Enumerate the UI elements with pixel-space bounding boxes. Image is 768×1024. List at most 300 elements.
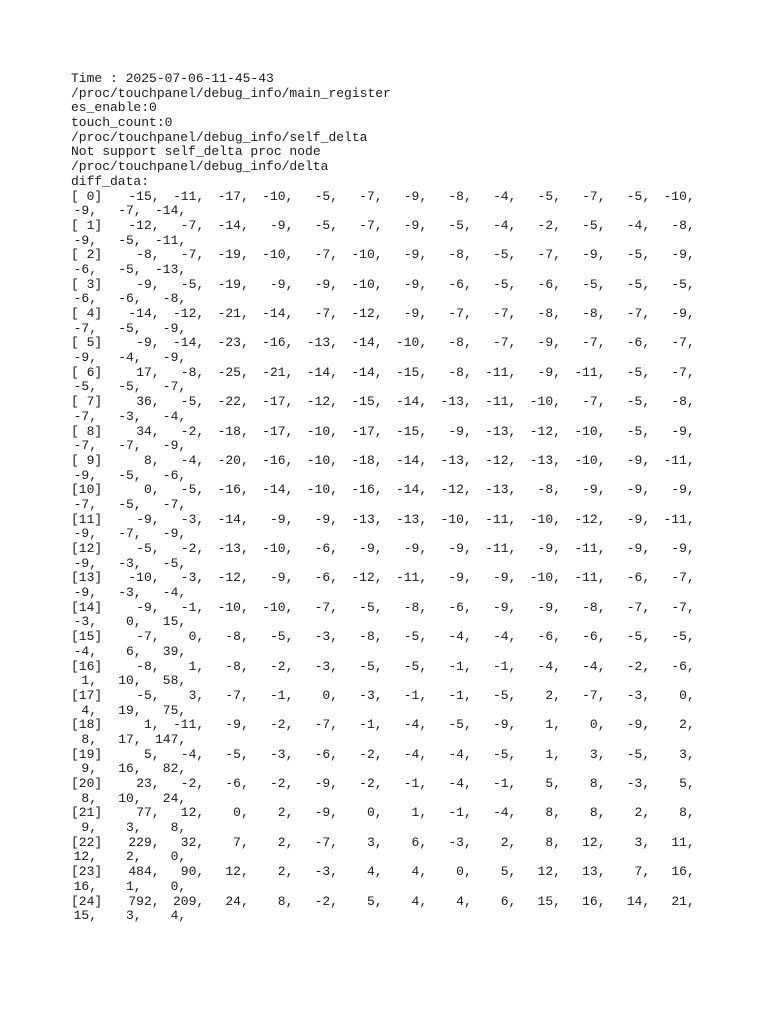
diff-row-continuation xyxy=(71,850,711,865)
diff-value: 12, xyxy=(180,805,205,821)
diff-value: 12, xyxy=(73,849,97,865)
diff-value: -9, xyxy=(492,599,517,615)
diff-value: 4, xyxy=(366,864,383,880)
diff-value: 8, xyxy=(545,805,561,821)
diff-value: -10, xyxy=(351,247,383,263)
diff-value: -2, xyxy=(180,541,205,556)
diff-value: -4, xyxy=(492,629,517,645)
diff-row-continuation xyxy=(71,263,711,278)
diff-value: -15, xyxy=(395,423,428,439)
diff-value: -3, xyxy=(73,614,97,630)
diff-value: -8, xyxy=(136,247,160,263)
diff-row-continuation xyxy=(71,586,711,601)
diff-row-line xyxy=(71,895,711,910)
diff-value: -9, xyxy=(314,276,338,292)
diff-value: -8, xyxy=(582,306,606,321)
diff-row-line xyxy=(71,425,711,440)
diff-value: -4, xyxy=(626,217,651,233)
diff-value: -8, xyxy=(671,394,695,410)
diff-value: 3, xyxy=(125,908,142,924)
row-index-label: [19] xyxy=(71,746,103,762)
diff-value: -11, xyxy=(574,570,606,586)
diff-value: -7, xyxy=(118,526,142,542)
diff-value: -13, xyxy=(529,452,561,468)
diff-value: -9, xyxy=(671,482,695,498)
diff-value: -11, xyxy=(172,717,205,733)
diff-row xyxy=(71,630,711,659)
diff-value: 24, xyxy=(162,790,187,806)
row-index-label: [20] xyxy=(71,776,103,791)
diff-row-continuation xyxy=(71,380,711,395)
diff-row xyxy=(71,248,711,277)
diff-value: -14, xyxy=(351,364,383,380)
diff-value: -4, xyxy=(180,452,205,468)
diff-row-line xyxy=(71,806,711,821)
diff-row xyxy=(71,366,711,395)
diff-value: -11, xyxy=(485,511,517,527)
diff-row-line xyxy=(71,865,711,880)
diff-value: -7, xyxy=(118,203,142,219)
diff-value: -13, xyxy=(351,511,383,527)
diff-value: -6, xyxy=(671,658,695,674)
diff-value: 5, xyxy=(366,893,383,909)
diff-row-continuation xyxy=(71,880,711,895)
diff-value: -4, xyxy=(492,805,517,821)
diff-value: -3, xyxy=(314,864,338,880)
diff-value: -6, xyxy=(448,276,472,292)
row-index-label: [16] xyxy=(71,658,103,674)
diff-value: -5, xyxy=(403,629,428,645)
diff-value: -12, xyxy=(529,423,561,439)
diff-value: 2, xyxy=(500,834,517,850)
diff-value: -4, xyxy=(448,629,472,645)
row-index-label: [12] xyxy=(71,541,103,556)
diff-value: -8, xyxy=(582,599,606,615)
row-index-label: [ 8] xyxy=(71,423,103,439)
diff-value: -10, xyxy=(574,423,606,439)
diff-value: 39, xyxy=(162,643,187,659)
diff-value: -7, xyxy=(314,247,338,263)
diff-value: -3, xyxy=(118,585,142,601)
diff-value: -9, xyxy=(359,541,383,556)
self-delta-unsupported-message: Not support self_delta proc node xyxy=(71,144,321,160)
diff-value: -8, xyxy=(162,291,187,307)
diff-value: -1, xyxy=(492,776,517,791)
diff-value: -8, xyxy=(136,658,160,674)
diff-value: -14, xyxy=(217,217,249,233)
diff-value: -10, xyxy=(262,599,294,615)
diff-value: 77, xyxy=(136,805,160,821)
diff-value: -11, xyxy=(172,188,205,204)
diff-value: -6, xyxy=(162,467,187,483)
diff-value: -13, xyxy=(154,261,187,277)
diff-row xyxy=(71,865,711,894)
debug-log-document xyxy=(71,72,711,924)
diff-value: 8, xyxy=(81,731,97,747)
diff-value: -4, xyxy=(537,658,561,674)
diff-value: -7, xyxy=(73,408,97,424)
row-index-label: [ 3] xyxy=(71,276,103,292)
diff-value: -4, xyxy=(162,408,187,424)
diff-row-continuation xyxy=(71,733,711,748)
diff-value: -7, xyxy=(448,306,472,321)
diff-value: 5, xyxy=(500,864,517,880)
diff-value: -15, xyxy=(128,188,160,204)
diff-value: -2, xyxy=(269,717,294,733)
diff-value: 24, xyxy=(225,893,249,909)
diff-value: 15, xyxy=(162,614,187,630)
diff-row xyxy=(71,601,711,630)
diff-value: -7, xyxy=(225,687,249,703)
diff-value: -7, xyxy=(671,364,695,380)
row-index-label: [11] xyxy=(71,511,103,527)
diff-value: -12, xyxy=(351,570,383,586)
diff-row-line xyxy=(71,219,711,234)
diff-value: 1, xyxy=(143,717,160,733)
diff-value: 2, xyxy=(679,717,695,733)
diff-value: 12, xyxy=(582,834,606,850)
diff-value: -5, xyxy=(492,746,517,762)
diff-value: 2, xyxy=(277,834,294,850)
diff-row xyxy=(71,689,711,718)
diff-value: -9, xyxy=(269,570,294,586)
row-index-label: [ 4] xyxy=(71,306,103,321)
diff-value: -9, xyxy=(73,555,97,571)
diff-value: -3, xyxy=(180,511,205,527)
diff-value: -9, xyxy=(582,482,606,498)
diff-value: -4, xyxy=(162,585,187,601)
diff-value: 58, xyxy=(162,673,187,689)
diff-value: -5, xyxy=(359,599,383,615)
diff-value: 8, xyxy=(589,805,606,821)
diff-row-continuation xyxy=(71,762,711,777)
diff-value: 0, xyxy=(322,687,338,703)
diff-value: 32, xyxy=(180,834,205,850)
diff-value: 15, xyxy=(73,908,97,924)
diff-value: 0, xyxy=(589,717,606,733)
diff-value: -14, xyxy=(262,482,294,498)
diff-value: 16, xyxy=(118,761,142,777)
diff-value: -10, xyxy=(663,188,695,204)
diff-data-table xyxy=(71,190,711,924)
diff-value: -7, xyxy=(162,496,187,512)
diff-value: 0, xyxy=(143,482,160,498)
diff-value: -9, xyxy=(626,511,651,527)
diff-value: -16, xyxy=(262,335,294,351)
diff-value: -5, xyxy=(136,541,160,556)
diff-value: 13, xyxy=(582,864,606,880)
diff-value: -17, xyxy=(351,423,383,439)
diff-value: 1, xyxy=(81,673,97,689)
diff-value: 8, xyxy=(81,790,97,806)
diff-value: -8, xyxy=(537,482,561,498)
diff-value: -9, xyxy=(537,335,561,351)
diff-row-continuation xyxy=(71,674,711,689)
diff-value: -2, xyxy=(314,893,338,909)
diff-row-continuation xyxy=(71,821,711,836)
diff-value: -5, xyxy=(403,658,428,674)
diff-value: 792, xyxy=(128,893,160,909)
self-delta-path: /proc/touchpanel/debug_info/self_delta xyxy=(71,129,368,145)
diff-value: -1, xyxy=(180,599,205,615)
diff-value: -3, xyxy=(626,776,651,791)
diff-value: -9, xyxy=(626,482,651,498)
diff-value: 7, xyxy=(634,864,651,880)
diff-value: -5, xyxy=(492,276,517,292)
diff-value: -14, xyxy=(395,394,428,410)
diff-value: -14, xyxy=(351,335,383,351)
diff-value: -13, xyxy=(217,541,249,556)
diff-value: 82, xyxy=(162,761,187,777)
diff-row xyxy=(71,571,711,600)
diff-value: -10, xyxy=(217,599,249,615)
diff-value: -12, xyxy=(217,570,249,586)
row-index-label: [23] xyxy=(71,864,103,880)
diff-row-continuation xyxy=(71,322,711,337)
diff-row-line xyxy=(71,395,711,410)
diff-value: -23, xyxy=(217,335,249,351)
diff-value: 4, xyxy=(411,893,428,909)
diff-value: -18, xyxy=(217,423,249,439)
diff-value: -5, xyxy=(626,247,651,263)
row-index-label: [14] xyxy=(71,599,103,615)
diff-value: 34, xyxy=(136,423,160,439)
diff-value: -14, xyxy=(306,364,338,380)
diff-value: 16, xyxy=(671,864,695,880)
diff-row-continuation xyxy=(71,615,711,630)
diff-value: 5, xyxy=(679,776,695,791)
diff-value: -11, xyxy=(574,541,606,556)
diff-value: -4, xyxy=(403,746,428,762)
diff-value: -2, xyxy=(269,776,294,791)
diff-value: -4, xyxy=(180,746,205,762)
diff-value: -7, xyxy=(136,629,160,645)
diff-value: 0, xyxy=(456,864,472,880)
diff-row-continuation xyxy=(71,909,711,924)
diff-value: 14, xyxy=(626,893,651,909)
diff-value: -6, xyxy=(537,276,561,292)
diff-value: -9, xyxy=(136,599,160,615)
diff-value: -10, xyxy=(574,452,606,468)
diff-value: -5, xyxy=(314,217,338,233)
diff-value: -3, xyxy=(269,746,294,762)
diff-value: 17, xyxy=(136,364,160,380)
diff-value: -5, xyxy=(118,379,142,395)
diff-value: -10, xyxy=(440,511,472,527)
diff-value: -4, xyxy=(403,717,428,733)
row-index-label: [10] xyxy=(71,482,103,498)
diff-value: -9, xyxy=(269,276,294,292)
diff-value: 12, xyxy=(225,864,249,880)
diff-value: -9, xyxy=(626,717,651,733)
diff-value: -2, xyxy=(359,776,383,791)
diff-value: -8, xyxy=(448,247,472,263)
diff-row-line xyxy=(71,366,711,381)
diff-value: -16, xyxy=(262,452,294,468)
diff-value: -18, xyxy=(351,452,383,468)
diff-value: -5, xyxy=(118,320,142,336)
diff-value: -12, xyxy=(128,217,160,233)
diff-value: 6, xyxy=(125,643,142,659)
diff-row xyxy=(71,542,711,571)
diff-value: -1, xyxy=(448,805,472,821)
diff-value: -16, xyxy=(217,482,249,498)
es-enable-value: es_enable:0 xyxy=(71,100,157,116)
diff-value: -11, xyxy=(485,394,517,410)
diff-row-continuation xyxy=(71,351,711,366)
diff-value: 2, xyxy=(634,805,651,821)
diff-value: -21, xyxy=(217,306,249,321)
diff-value: 75, xyxy=(162,702,187,718)
row-index-label: [ 1] xyxy=(71,217,103,233)
diff-value: -10, xyxy=(262,247,294,263)
diff-row xyxy=(71,278,711,307)
diff-value: -9, xyxy=(582,247,606,263)
diff-value: -7, xyxy=(314,599,338,615)
diff-row-line xyxy=(71,513,711,528)
diff-value: 90, xyxy=(180,864,205,880)
diff-value: -9, xyxy=(537,364,561,380)
diff-row-line xyxy=(71,601,711,616)
diff-value: -5, xyxy=(180,276,205,292)
delta-path: /proc/touchpanel/debug_info/delta xyxy=(71,159,329,175)
diff-row xyxy=(71,219,711,248)
diff-value: -1, xyxy=(269,687,294,703)
diff-value: -11, xyxy=(395,570,428,586)
diff-value: 16, xyxy=(582,893,606,909)
diff-row xyxy=(71,895,711,924)
diff-value: 2, xyxy=(277,864,294,880)
diff-value: -9, xyxy=(403,541,428,556)
diff-value: 3, xyxy=(634,834,651,850)
diff-value: -5, xyxy=(671,276,695,292)
diff-value: -5, xyxy=(162,555,187,571)
diff-row-continuation xyxy=(71,410,711,425)
diff-value: -11, xyxy=(663,511,695,527)
diff-value: -10, xyxy=(529,511,561,527)
diff-value: -7, xyxy=(180,217,205,233)
diff-value: -2, xyxy=(180,423,205,439)
diff-value: -5, xyxy=(180,394,205,410)
diff-value: -9, xyxy=(671,541,695,556)
diff-value: 0, xyxy=(188,629,205,645)
diff-value: -6, xyxy=(626,570,651,586)
diff-row-line xyxy=(71,307,711,322)
diff-value: -9, xyxy=(269,511,294,527)
diff-value: -5, xyxy=(626,276,651,292)
diff-value: 147, xyxy=(154,731,187,747)
diff-row xyxy=(71,836,711,865)
diff-value: -9, xyxy=(162,320,187,336)
diff-value: -8, xyxy=(225,658,249,674)
diff-value: 11, xyxy=(671,834,695,850)
diff-value: -10, xyxy=(529,394,561,410)
touch-count-value: touch_count:0 xyxy=(71,115,173,131)
log-header xyxy=(71,72,711,190)
diff-value: 0, xyxy=(125,614,142,630)
diff-value: -9, xyxy=(136,511,160,527)
diff-value: -9, xyxy=(269,217,294,233)
diff-value: -7, xyxy=(671,335,695,351)
diff-value: 0, xyxy=(366,805,383,821)
diff-value: -5, xyxy=(626,364,651,380)
diff-value: -2, xyxy=(537,217,561,233)
row-index-label: [17] xyxy=(71,687,103,703)
diff-value: -4, xyxy=(118,350,142,366)
diff-value: -9, xyxy=(537,541,561,556)
diff-value: 8, xyxy=(679,805,695,821)
diff-value: -7, xyxy=(492,306,517,321)
diff-value: -15, xyxy=(395,364,428,380)
diff-value: -6, xyxy=(73,261,97,277)
diff-value: -14, xyxy=(395,452,428,468)
diff-value: -5, xyxy=(582,217,606,233)
diff-value: -21, xyxy=(262,364,294,380)
diff-row xyxy=(71,718,711,747)
diff-value: -10, xyxy=(262,541,294,556)
diff-value: -7, xyxy=(359,188,383,204)
row-index-label: [21] xyxy=(71,805,103,821)
diff-value: -3, xyxy=(180,570,205,586)
diff-value: -8, xyxy=(448,188,472,204)
diff-value: -9, xyxy=(448,541,472,556)
diff-row-continuation xyxy=(71,704,711,719)
diff-value: 36, xyxy=(136,394,160,410)
diff-value: -2, xyxy=(359,746,383,762)
diff-value: -14, xyxy=(262,306,294,321)
diff-value: -9, xyxy=(136,335,160,351)
row-index-label: [15] xyxy=(71,629,103,645)
diff-row-line xyxy=(71,248,711,263)
diff-row xyxy=(71,806,711,835)
diff-value: -6, xyxy=(118,291,142,307)
diff-row-continuation xyxy=(71,527,711,542)
diff-value: -17, xyxy=(262,394,294,410)
diff-value: -9, xyxy=(403,217,428,233)
diff-value: -14, xyxy=(154,203,187,219)
diff-value: -5, xyxy=(118,232,142,248)
diff-value: -7, xyxy=(73,320,97,336)
diff-value: 3, xyxy=(125,820,142,836)
diff-row-line xyxy=(71,660,711,675)
diff-value: -3, xyxy=(448,834,472,850)
diff-value: 1, xyxy=(411,805,428,821)
row-index-label: [ 9] xyxy=(71,452,103,468)
row-index-label: [ 0] xyxy=(71,188,103,204)
diff-value: -5, xyxy=(626,746,651,762)
diff-row-line xyxy=(71,836,711,851)
diff-value: -11, xyxy=(574,364,606,380)
diff-row-line xyxy=(71,777,711,792)
diff-row-line xyxy=(71,630,711,645)
diff-value: 12, xyxy=(537,864,561,880)
diff-row xyxy=(71,425,711,454)
diff-value: -9, xyxy=(73,585,97,601)
diff-value: -7, xyxy=(118,438,142,454)
diff-value: -7, xyxy=(537,247,561,263)
diff-row-line xyxy=(71,748,711,763)
diff-value: -7, xyxy=(162,379,187,395)
diff-value: -5, xyxy=(180,482,205,498)
diff-value: -13, xyxy=(440,452,472,468)
diff-value: 8, xyxy=(170,820,187,836)
row-index-label: [ 2] xyxy=(71,247,103,263)
diff-value: 8, xyxy=(143,452,160,468)
diff-row xyxy=(71,336,711,365)
diff-row-line xyxy=(71,336,711,351)
diff-value: -19, xyxy=(217,247,249,263)
diff-value: -1, xyxy=(359,717,383,733)
